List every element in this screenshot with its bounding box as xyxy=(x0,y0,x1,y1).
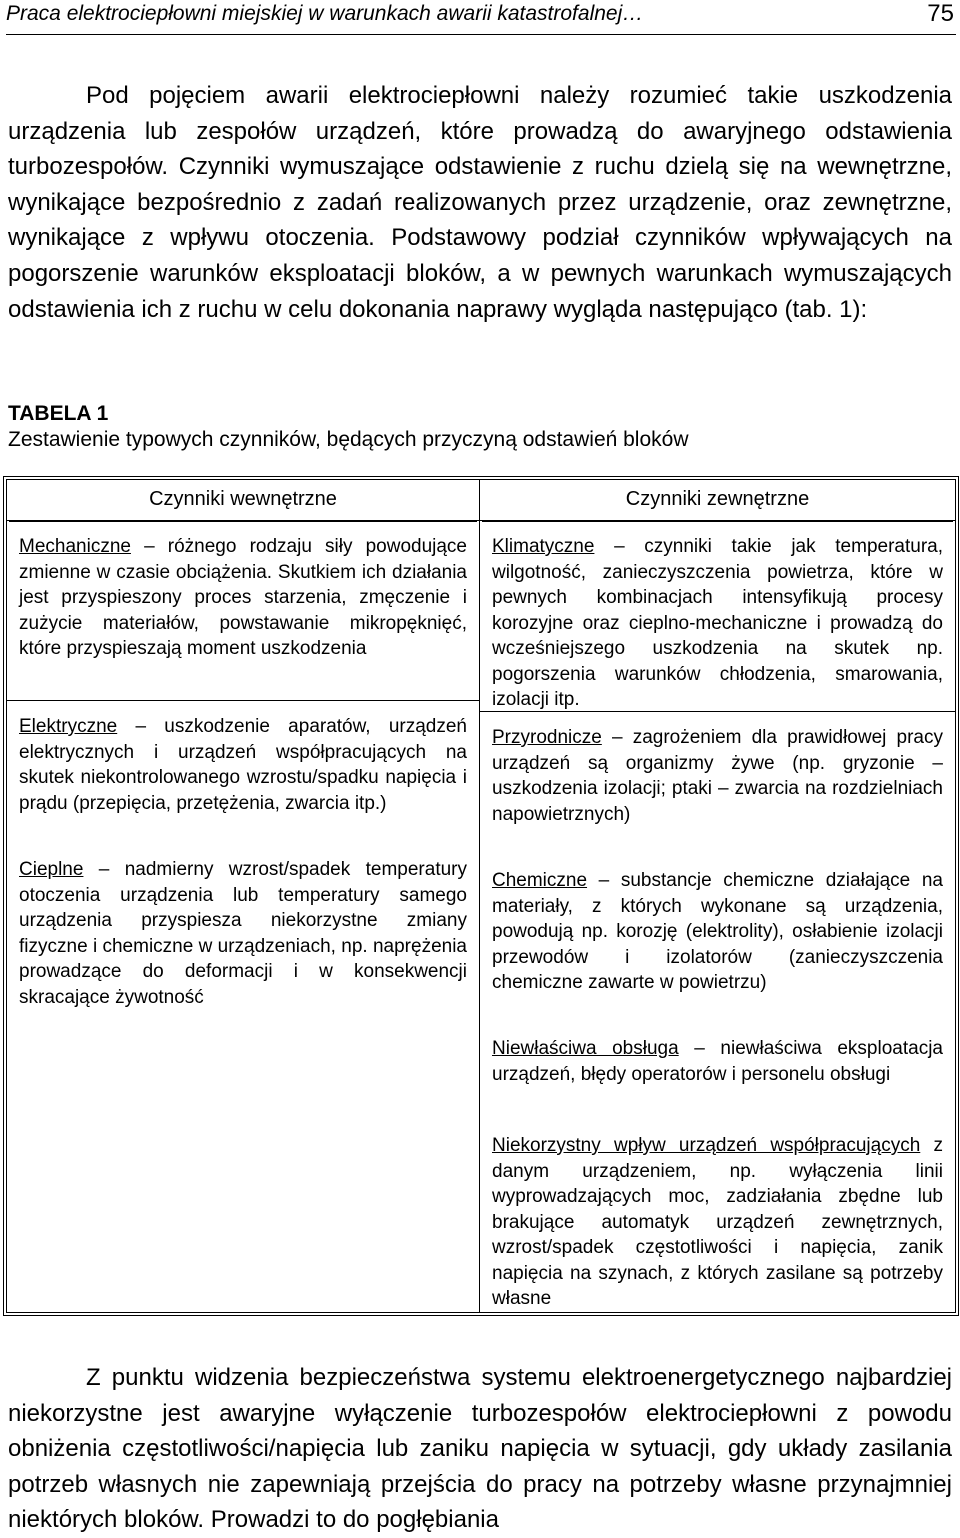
intro-paragraph: Pod pojęciem awarii elektrociepłowni należy rozumieć takie uszkodzenia urządzenia lub zespołów urządzeń, które prowadzą do awaryjnego odstawienia turbozespołów. Czynniki wymuszające odstawienie z ruchu dzielą się na wewnętrzne, wynikające bezpośrednio z zadań realizowanych przez urządzenie, oraz zewnętrzne, wynikające z wpływu otoczenia. Podstawowy podział czynników wpływających na pogorszenie warunków eksploatacji bloków, a w pewnych warunkach wymuszających odstawienia ich z ruchu w celu dokonania naprawy wygląda następująco (tab. 1): xyxy=(8,82,952,323)
table-label: TABELA 1 xyxy=(8,402,109,425)
running-header xyxy=(6,0,956,35)
internal-factor-item xyxy=(7,534,479,700)
external-factor-item xyxy=(480,1036,955,1120)
internal-factor-item xyxy=(7,714,479,844)
closing-paragraph: Z punktu widzenia bezpieczeństwa systemu elektroenergetycznego najbardziej niekorzystne jest awaryjne wyłączenie turbozespołów elektrociepłowni z powodu obniżenia częstotliwości/napięcia lub zaniku napięcia w sytuacji, gdy układy zasilania potrzeb własnych nie zapewniają przejścia do pracy na potrzeby własne przynajmniej niektórych bloków. Prowadzi to do pogłębiania xyxy=(8,1364,952,1534)
external-factor-item xyxy=(480,868,955,1023)
factor-term: Chemiczne xyxy=(492,870,588,891)
factor-description: – różnego rodzaju siły powodujące zmienne w czasie obciążenia. Skutkiem ich działania jest przyspieszony proces starzenia, zmęczenie i zużycie materiałów, powstawanie mikropęknięć, które przyspieszają moment uszkodzenia xyxy=(19,536,467,659)
factor-description: z danym urządzeniem, np. wyłączenia linii wyprowadzających moc, zadziałania zbędne lub brakujące automatyk urządzeń zewnętrznych, wzrost/spadek częstotliwości i napięcia, zanik napięcia na szynach, z których zasilane są potrzeby własne xyxy=(492,1135,944,1309)
external-factor-item xyxy=(480,1133,955,1312)
factor-term: Elektryczne xyxy=(19,716,118,737)
factor-term: Niewłaściwa obsługa xyxy=(492,1038,679,1059)
internal-factor-item xyxy=(7,857,479,1010)
factor-description: – czynniki takie jak temperatura, wilgotność, zanieczyszczenia powietrza, które w pewnych kombinacjach intensyfikują procesy korozyjne oraz cieplno-mechaniczne i prowadzą do wcześniejszego uszkodzenia na skutek np. pogorszenia warunków chłodzenia, smarowania, izolacji itp. xyxy=(492,536,943,710)
factor-term: Cieplne xyxy=(19,859,84,880)
factor-description: – zagrożeniem dla prawidłowej pracy urządzeń są organizmy żywe (np. gryzonie – uszkodzenia izolacji; ptaki – zwarcia na rozdzielniach napowietrznych) xyxy=(492,727,943,825)
external-factors-header: Czynniki zewnętrzne xyxy=(480,480,955,521)
factor-description: – nadmierny wzrost/spadek temperatury otoczenia urządzenia lub temperatury samego urządzenia przyspiesza niekorzystne zmiany fizyczne i chemiczne w urządzeniach, np. naprężenia prowadzące do deformacji i w konsekwencji skracające żywotność xyxy=(19,859,467,1008)
external-factors-column xyxy=(480,480,955,1312)
factor-description: – niewłaściwa eksploatacja urządzeń, błędy operatorów i personelu obsługi xyxy=(492,1038,943,1085)
external-factor-item xyxy=(480,725,955,855)
factor-description: – substancje chemiczne działające na materiały, z których wykonane są urządzenia, powodują np. korozję (elektrolity), osłabienie izolacji przewodów i izolatorów (zanieczyszczenia chemiczne zawarte w powietrzu) xyxy=(492,870,943,993)
table-caption: Zestawienie typowych czynników, będących przyczyną odstawień bloków xyxy=(8,428,689,451)
factors-table xyxy=(6,479,956,1313)
external-factor-item xyxy=(480,534,955,711)
factor-description: – uszkodzenie aparatów, urządzeń elektrycznych i urządzeń współpracujących na skutek niekontrolowanego wzrostu/spadku napięcia i prądu (przepięcia, przetężenia, zwarcia itp.) xyxy=(19,716,467,814)
running-title: Praca elektrociepłowni miejskiej w warunkach awarii katastrofalnej… xyxy=(6,2,644,25)
internal-factors-header: Czynniki wewnętrzne xyxy=(7,480,479,521)
factor-term: Klimatyczne xyxy=(492,536,595,557)
factor-term: Mechaniczne xyxy=(19,536,131,557)
internal-factors-column xyxy=(7,480,480,1312)
factor-term: Przyrodnicze xyxy=(492,727,602,748)
page-number: 75 xyxy=(927,0,954,27)
factor-term: Niekorzystny wpływ urządzeń współpracujących xyxy=(492,1135,921,1156)
